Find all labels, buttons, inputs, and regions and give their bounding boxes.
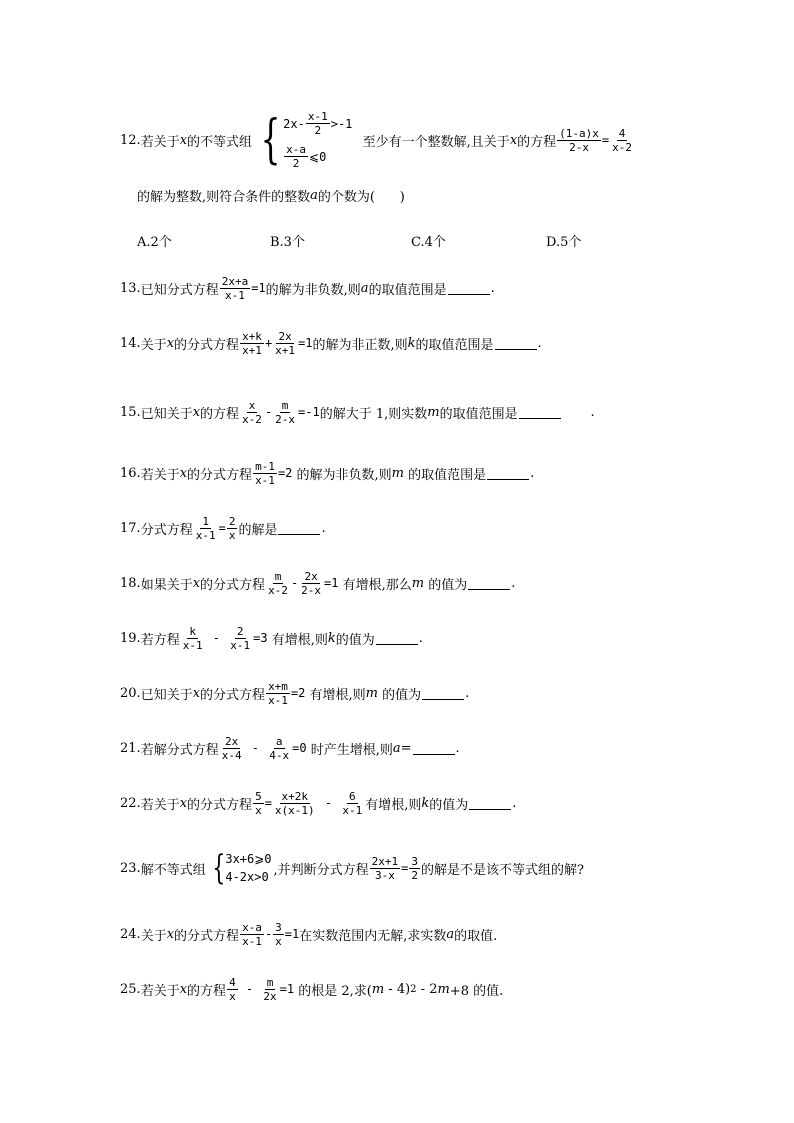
answer-blank [448,282,490,295]
question-number: 19. [120,630,141,646]
inequality-row: $\frac{x-a}{2}$ ⩽0 [286,143,327,170]
answer-blank [495,337,537,350]
question-number: 25. [120,981,141,997]
fraction: $\frac{2}{x-1}$ [230,624,251,652]
exponent: 2 [410,983,417,995]
left-brace: { [212,848,226,888]
fraction: $\frac{2x}{x+1}$ [275,329,296,357]
question-12: 12. 若关于 x 的不等式组 { 2x- $\frac{x-1}{2}$ >-1 $\frac{x-a}{2}$ ⩽0 至少有一个整数解,且关于 x 的方程 $\frac{(1-a)x}{2-x}$ = $\frac{4}{x-2}$ [120,110,633,170]
question-number: 16. [120,465,141,481]
question-15: 15. 已知关于 x 的方程 $\frac{x}{x-2}$ - $\frac{m}{2-x}$ =-1 的解大于 1,则实数 m 的取值范围是 . [120,398,595,426]
question-25: 25. 若关于 x 的方程 $\frac{4}{x}$ - $\frac{m}{2x}$ =1 的根是 2,求( m - 4) 2 - 2 m +8 的值. [120,975,504,1003]
inequality-row: 2x- $\frac{x-1}{2}$ >-1 [283,110,353,137]
fraction: $\frac{4}{x}$ [229,975,236,1003]
question-16: 16. 若关于 x 的分式方程 $\frac{m-1}{x-1}$ =2 的解为非负数,则 m 的取值范围是 . [120,459,535,487]
question-number: 22. [120,795,141,811]
fraction: $\frac{6}{x-1}$ [342,789,363,817]
fraction: $\frac{m}{2x}$ [263,975,277,1003]
question-number: 21. [120,740,141,756]
inequality-row: 4-2x>0 [225,870,269,884]
fraction: $\frac{2x}{x-4}$ [221,734,242,762]
fraction: $\frac{x-a}{2}$ [286,143,307,170]
question-number: 23. [120,860,141,876]
fraction: $\frac{m}{x-2}$ [268,569,288,597]
fraction: $\frac{3}{x}$ [275,920,282,948]
question-17: 17. 分式方程 $\frac{1}{x-1}$ = $\frac{2}{x}$ 的解是 . [120,514,326,542]
question-19: 19. 若方程 $\frac{k}{x-1}$ - $\frac{2}{x-1}$ =3 有增根,则 k 的值为 . [120,624,423,652]
question-number: 13. [120,280,141,296]
fraction: $\frac{x+k}{x+1}$ [242,329,262,357]
option-a[interactable]: A.2个 [137,235,172,250]
fraction: $\frac{3}{2}$ [411,854,419,882]
answer-blank [519,406,561,419]
fraction: $\frac{x-a}{x-1}$ [242,920,262,948]
fraction: $\frac{4}{x-2}$ [612,126,633,154]
fraction: $\frac{x-1}{2}$ [307,110,328,137]
inequality-row: 3x+6⩾0 [225,852,272,866]
fraction: $\frac{k}{x-1}$ [182,624,203,652]
question-number: 12. [120,132,141,148]
answer-blank [468,577,510,590]
question-number: 15. [120,404,141,420]
answer-blank [422,687,464,700]
question-13: 13. 已知分式方程 $\frac{2x+a}{x-1}$ =1 的解为非负数,则 a 的取值范围是 . [120,274,495,302]
answer-blank [278,522,320,535]
fraction: $\frac{(1-a)x}{2-x}$ [559,126,599,154]
question-12-continued: 的解为整数,则符合条件的整数 a 的个数为( ) [137,187,405,205]
answer-blank [487,467,529,480]
question-number: 24. [120,926,141,942]
question-18: 18. 如果关于 x 的分式方程 $\frac{m}{x-2}$ - $\frac{2x}{2-x}$ =1 有增根,那么 m 的值为 . [120,569,516,597]
fraction: $\frac{x+m}{x-1}$ [268,679,288,707]
fraction: $\frac{2}{x}$ [228,514,236,542]
answer-options [137,231,617,249]
answer-blank [469,797,511,810]
answer-blank [413,742,455,755]
question-number: 14. [120,335,141,351]
question-22: 22. 若关于 x 的分式方程 $\frac{5}{x}$ = $\frac{x+2k}{x(x-1)}$ - $\frac{6}{x-1}$ 有增根,则 k 的值为 . [120,789,517,817]
fraction: $\frac{1}{x-1}$ [195,514,216,542]
inequality-system [208,848,272,888]
answer-blank [376,632,418,645]
question-20: 20. 已知关于 x 的分式方程 $\frac{x+m}{x-1}$ =2 有增根,则 m 的值为 . [120,679,470,707]
fraction: $\frac{2x}{2-x}$ [301,569,322,597]
fraction: $\frac{x}{x-2}$ [242,398,262,426]
question-23: 23. 解不等式组 { 3x+6⩾0 4-2x>0 ,并判断分式方程 $\frac{2x+1}{3-x}$ = $\frac{3}{2}$ 的解是不是该不等式组的解? [120,848,585,888]
inequality-system [254,110,352,170]
fraction: $\frac{a}{4-x}$ [269,734,290,762]
option-c[interactable]: C.4个 [411,235,446,250]
fraction: $\frac{2x+1}{3-x}$ [371,854,399,882]
fraction: $\frac{m}{2-x}$ [275,398,296,426]
question-number: 20. [120,685,141,701]
fraction: $\frac{5}{x}$ [255,789,262,817]
fraction: $\frac{x+2k}{x(x-1)}$ [274,789,315,817]
question-14: 14. 关于 x 的分式方程 $\frac{x+k}{x+1}$ + $\frac{2x}{x+1}$ =1 的解为非正数,则 k 的取值范围是 . [120,329,542,357]
option-b[interactable]: B.3个 [270,235,305,250]
question-number: 18. [120,575,141,591]
fraction: $\frac{m-1}{x-1}$ [255,459,275,487]
left-brace: { [260,110,281,170]
question-number: 17. [120,520,141,536]
option-d[interactable]: D.5个 [546,235,582,250]
question-24: 24. 关于 x 的分式方程 $\frac{x-a}{x-1}$ - $\frac{3}{x}$ =1 在实数范围内无解,求实数 a 的取值. [120,920,498,948]
fraction: $\frac{2x+a}{x-1}$ [221,274,249,302]
question-21: 21. 若解分式方程 $\frac{2x}{x-4}$ - $\frac{a}{4-x}$ =0 时产生增根,则 a = . [120,734,460,762]
